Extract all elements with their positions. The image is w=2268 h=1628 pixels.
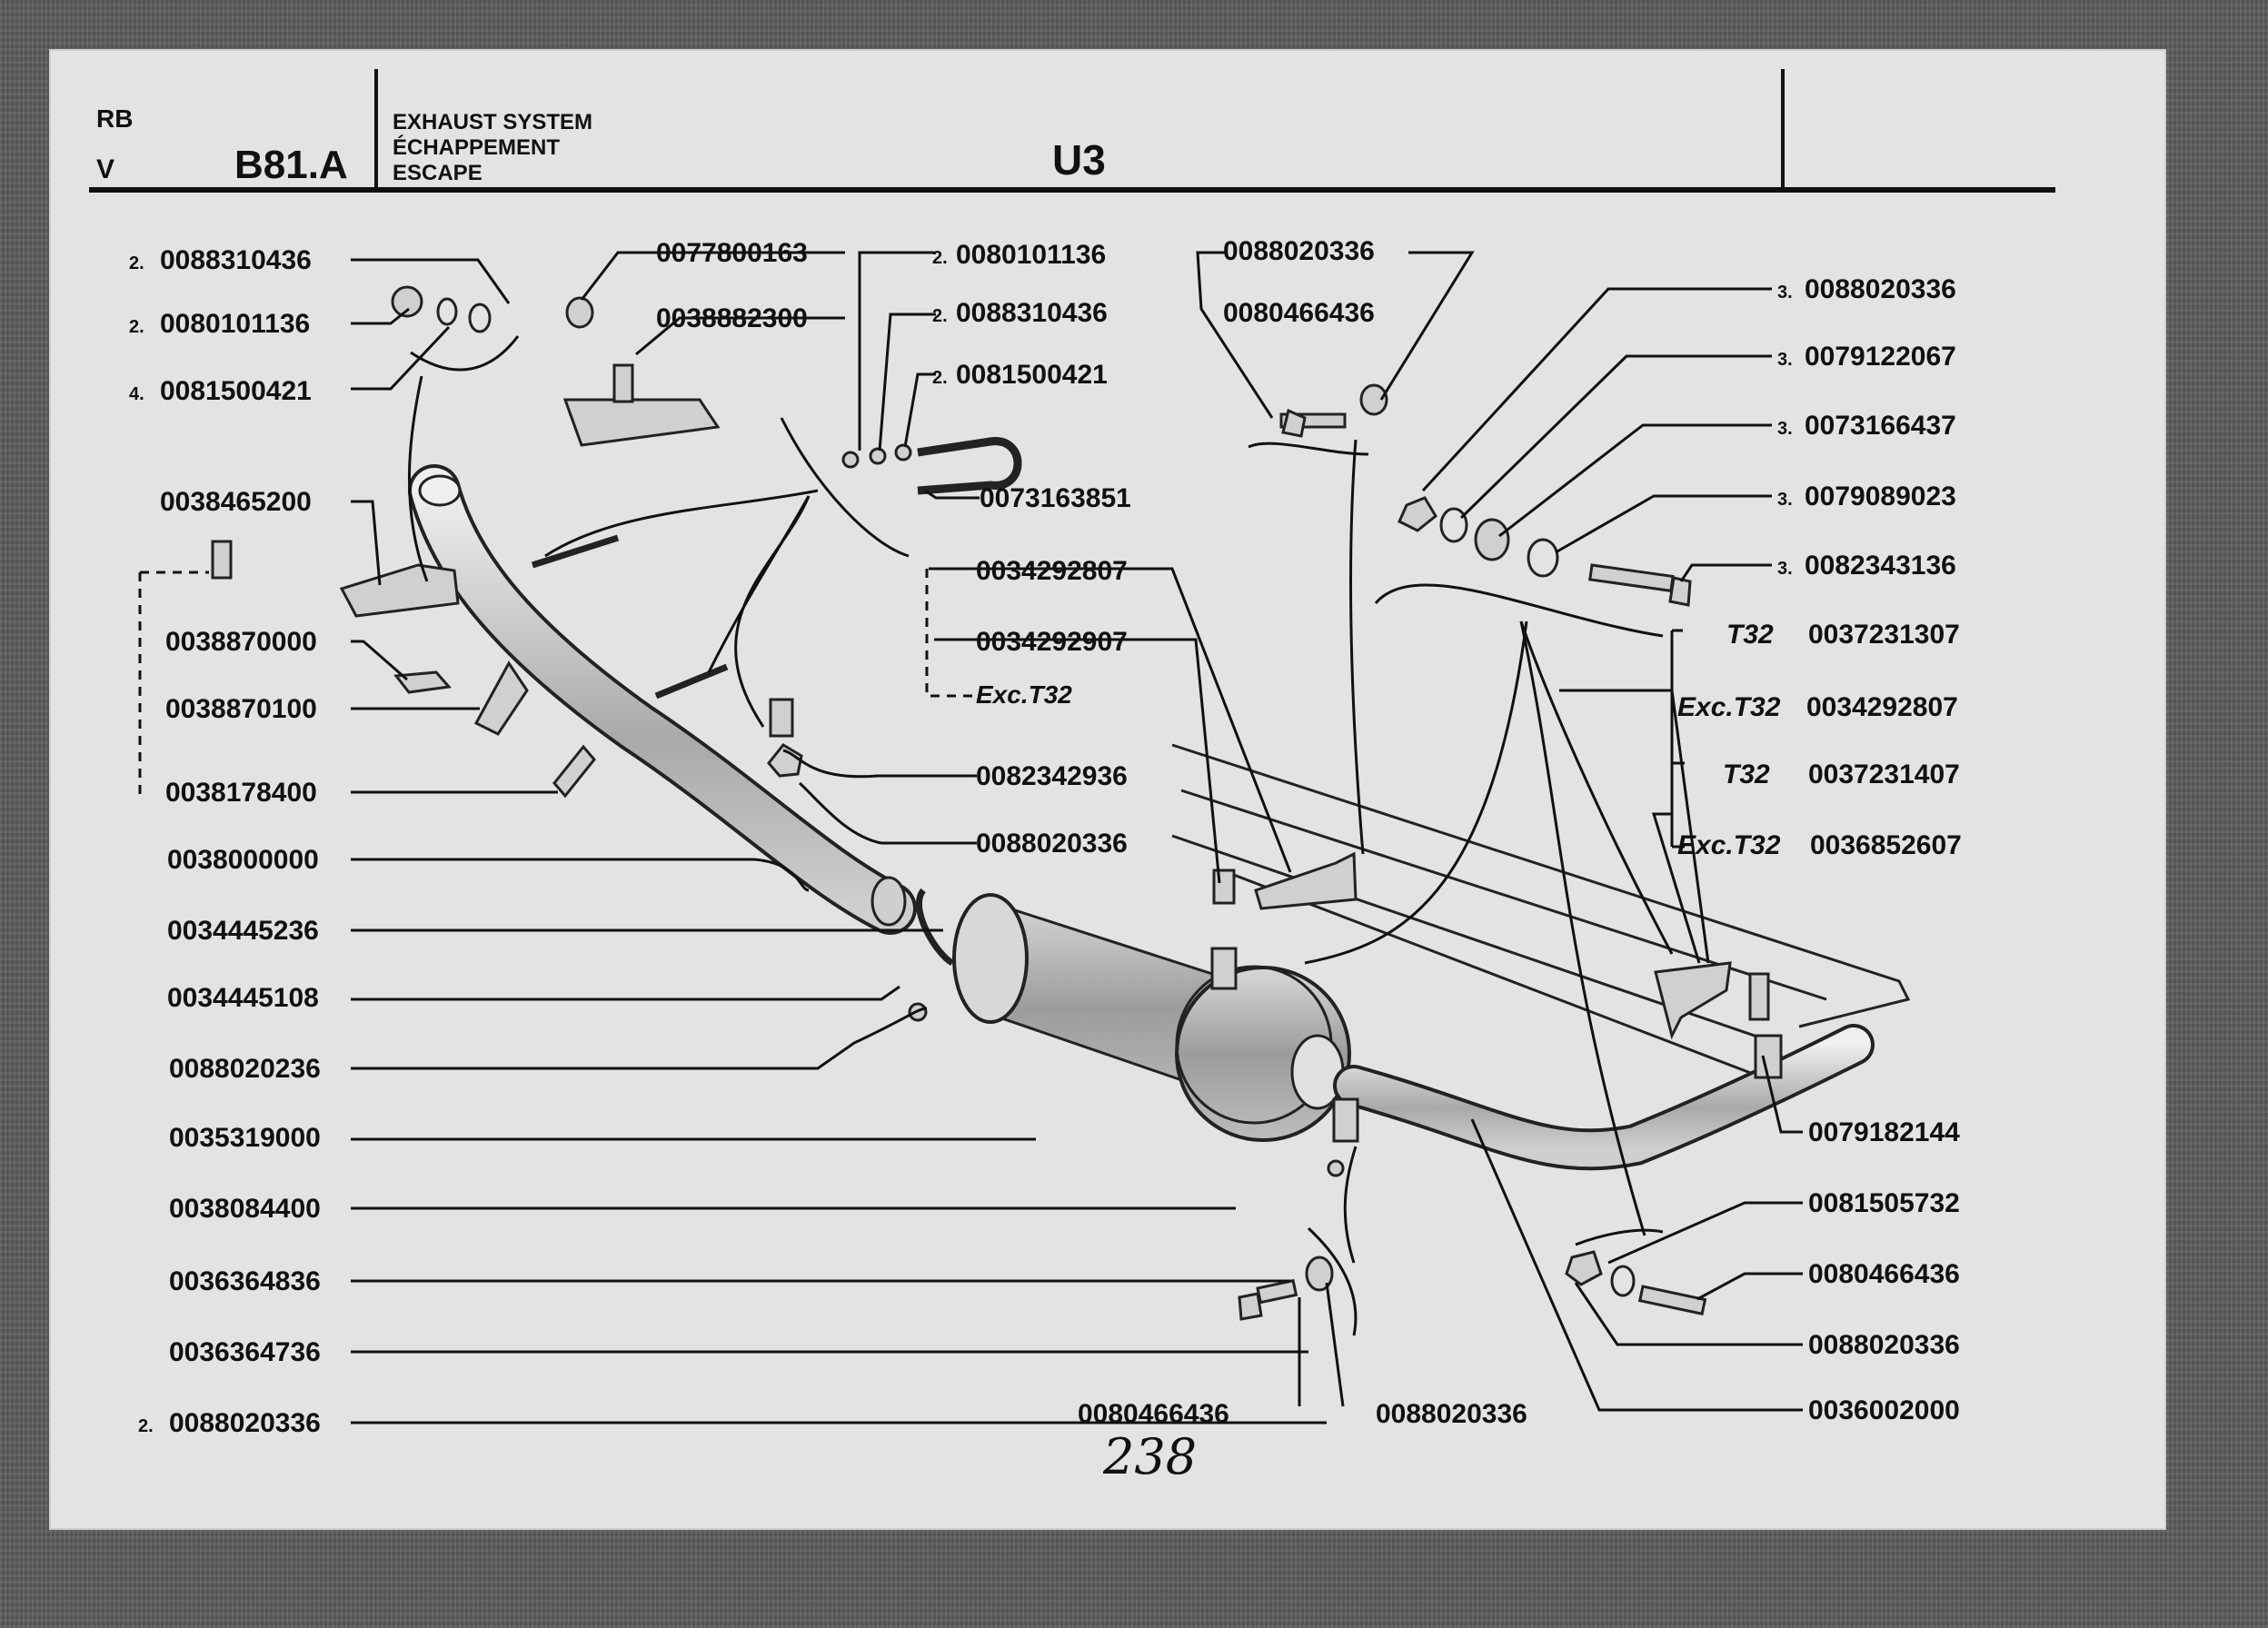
parts-right-labels — [1677, 274, 1962, 1425]
parts-left-labels — [129, 245, 321, 1438]
model-qualifier: T32 — [1726, 620, 1774, 650]
part-number: 0034292807 — [1806, 692, 1958, 722]
washer-icon — [870, 449, 885, 463]
qty-label: 2. — [932, 306, 948, 326]
part-number: 0073163851 — [980, 483, 1131, 513]
hanger-bracket-icon — [1256, 854, 1356, 908]
clip-icon — [532, 538, 618, 565]
clamp-icon — [1212, 948, 1236, 988]
part-number: 0034445236 — [167, 916, 319, 946]
part-number: 0088310436 — [160, 245, 312, 275]
parts-bottom-labels — [1078, 1399, 1527, 1429]
part-number: 0034445108 — [167, 983, 319, 1013]
washer-icon — [1612, 1266, 1634, 1295]
part-number: 0088020336 — [976, 829, 1128, 859]
part-number: 0082342936 — [976, 761, 1128, 791]
bolt-head-icon — [1239, 1294, 1261, 1319]
part-number: 0088020336 — [1223, 236, 1375, 266]
hanger-icon — [1214, 870, 1234, 903]
part-number: 0038870100 — [165, 694, 317, 724]
part-number: 0088310436 — [956, 298, 1108, 328]
page-number: 238 — [1103, 1428, 1198, 1485]
part-number: 0079122067 — [1805, 342, 1956, 372]
washer-icon — [438, 299, 456, 324]
leader-lines — [140, 253, 1803, 1423]
part-number: 0088020236 — [169, 1054, 321, 1084]
part-number: 0038882300 — [656, 303, 808, 333]
bolt-icon — [1590, 565, 1673, 591]
parts-middle-labels — [976, 556, 1128, 859]
part-number: 0037231307 — [1808, 620, 1960, 650]
clamp-icon — [1756, 1036, 1781, 1077]
bracket-icon — [565, 400, 718, 445]
part-number: 0077800163 — [656, 238, 808, 268]
bolt-icon — [1640, 1286, 1706, 1314]
qty-label: 2. — [932, 368, 948, 388]
nut-icon — [843, 452, 858, 467]
part-number: 0082343136 — [1805, 551, 1956, 581]
nut-icon — [1328, 1161, 1343, 1176]
qty-label: 3. — [1777, 490, 1793, 510]
part-number: 0079089023 — [1805, 481, 1956, 511]
qty-label: 4. — [129, 384, 144, 404]
rubber-block-icon — [213, 541, 231, 578]
part-number: 0038084400 — [169, 1194, 321, 1224]
clamp-icon — [919, 890, 952, 963]
part-number: 0081500421 — [160, 376, 312, 406]
header — [89, 69, 2055, 193]
part-number: 0080466436 — [1223, 298, 1375, 328]
qty-label: 3. — [1777, 350, 1793, 370]
part-number: 0080101136 — [160, 309, 311, 339]
code-top: RB — [96, 104, 134, 133]
bracket-icon — [476, 663, 527, 734]
washer-icon — [1441, 509, 1467, 541]
part-number: 0037231407 — [1808, 759, 1960, 789]
part-number: 0073166437 — [1805, 411, 1956, 441]
part-number: 0081500421 — [956, 360, 1108, 390]
part-number: 0038178400 — [165, 778, 317, 808]
bracket-icon — [342, 565, 458, 616]
title-fr: ÉCHAPPEMENT — [393, 135, 561, 160]
washer-icon — [896, 445, 910, 460]
part-number: 0038870000 — [165, 627, 317, 657]
part-number: 0088020336 — [169, 1408, 321, 1438]
title-es: ESCAPE — [393, 161, 482, 185]
bolt-icon — [771, 700, 792, 736]
bolt-head-icon — [1670, 578, 1690, 605]
page-code: B81.A — [234, 143, 348, 187]
part-number: 0080101136 — [956, 240, 1107, 270]
part-number: 0079182144 — [1808, 1117, 1960, 1147]
muffler — [954, 895, 1349, 1140]
qty-label: 2. — [932, 248, 948, 268]
part-number: 0035319000 — [169, 1123, 321, 1153]
model-label: U3 — [1052, 136, 1106, 184]
nut-icon — [1399, 498, 1436, 531]
part-number: 0036852607 — [1810, 830, 1962, 860]
hanger-icon — [1750, 974, 1768, 1019]
bracket-post-icon — [614, 365, 632, 402]
part-number: 0036364836 — [169, 1266, 321, 1296]
washer-icon — [1528, 540, 1557, 576]
model-qualifier: T32 — [1723, 759, 1770, 789]
part-number: 0034292807 — [976, 556, 1128, 586]
part-number: 0088020336 — [1808, 1330, 1960, 1360]
part-number: 0080466436 — [1078, 1399, 1229, 1429]
grommet-icon — [567, 298, 592, 327]
code-bottom: V — [96, 154, 115, 184]
clip-icon — [656, 667, 727, 696]
qty-label: 2. — [129, 253, 144, 273]
qty-label: 2. — [129, 317, 144, 337]
washer-icon — [470, 304, 490, 332]
part-number: 0036002000 — [1808, 1395, 1960, 1425]
strap-icon — [554, 747, 594, 796]
nut-icon — [1476, 520, 1508, 560]
part-number: 0034292907 — [976, 627, 1128, 657]
nut-icon — [1567, 1252, 1601, 1285]
part-number: 0088020336 — [1805, 274, 1956, 304]
part-number: 0088020336 — [1376, 1399, 1527, 1429]
model-qualifier: Exc.T32 — [1677, 830, 1781, 860]
qty-label: 2. — [138, 1416, 154, 1436]
clamp-icon — [1334, 1099, 1358, 1141]
bolt-icon — [1258, 1281, 1296, 1303]
part-number: 0080466436 — [1808, 1259, 1960, 1289]
qty-label: 3. — [1777, 419, 1793, 439]
part-number: 0036364736 — [169, 1337, 321, 1367]
model-qualifier: Exc.T32 — [1677, 692, 1781, 722]
nut-icon — [1361, 385, 1387, 414]
part-number: 0038000000 — [167, 845, 319, 875]
title-en: EXHAUST SYSTEM — [393, 110, 593, 134]
part-number: 0081505732 — [1808, 1188, 1960, 1218]
qty-label: 3. — [1777, 559, 1793, 579]
part-number: 0038465200 — [160, 487, 312, 517]
qty-label: 3. — [1777, 283, 1793, 303]
exclusion-note: Exc.T32 — [976, 680, 1072, 709]
